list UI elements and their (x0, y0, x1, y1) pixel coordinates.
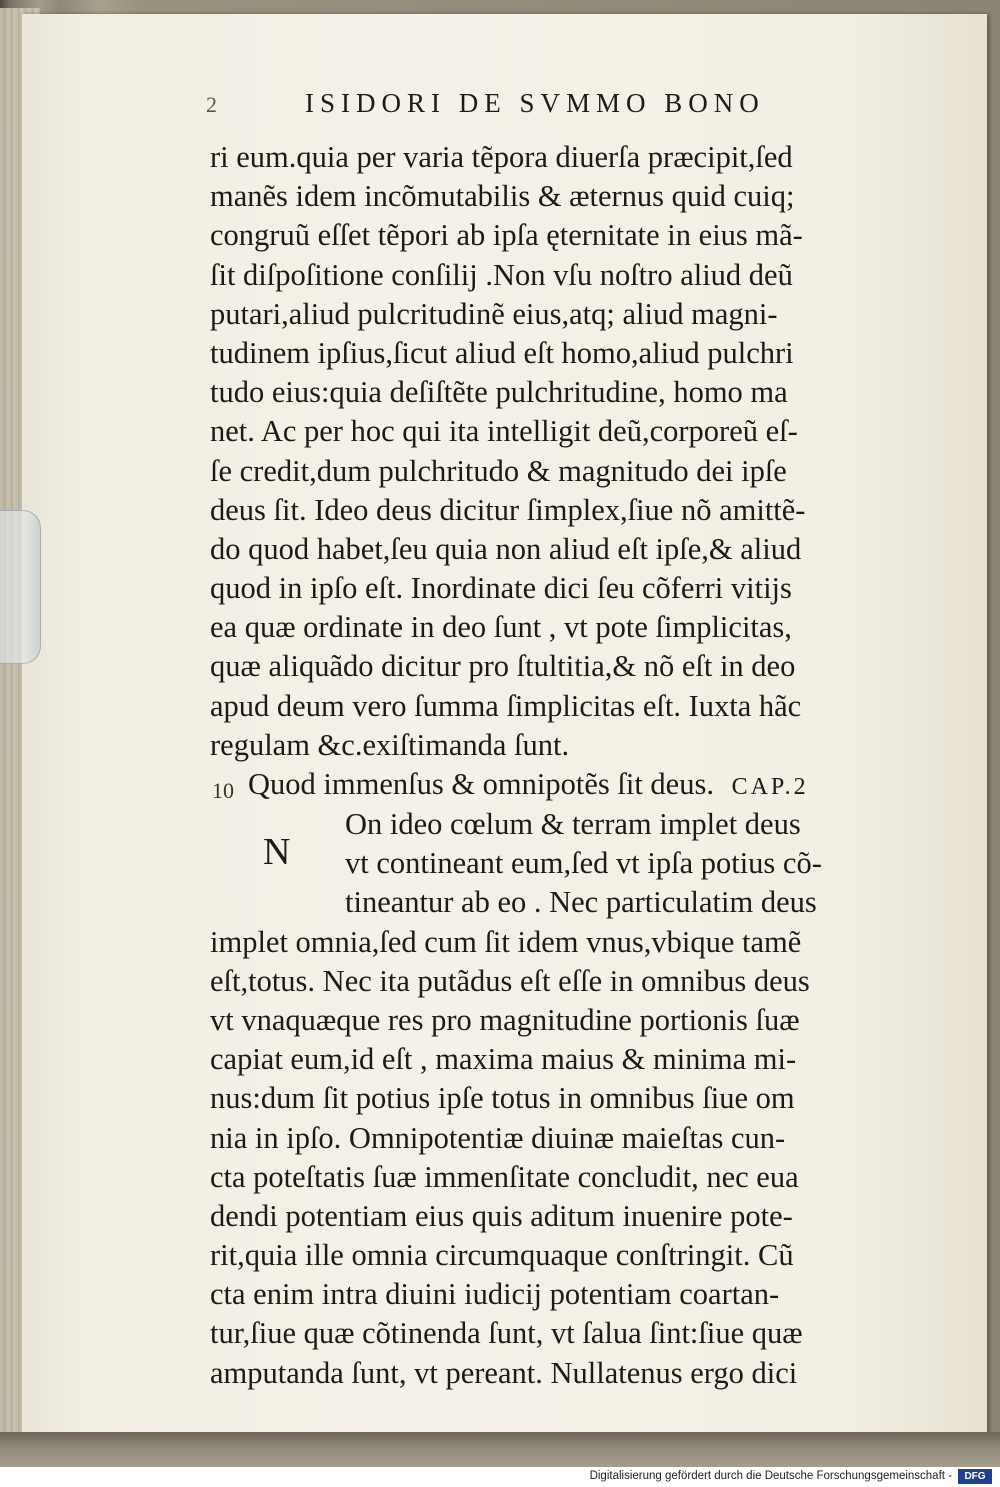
running-title: ISIDORI DE SVMMO BONO (305, 88, 765, 118)
text-line: implet omnia,ſed cum ſit idem vnus,vbique tamẽ (210, 924, 802, 959)
drop-initial: N (263, 831, 291, 873)
text-line: tudinem ipſius,ſicut aliud eſt homo,aliud pulchri (210, 335, 794, 370)
text-line: vt vnaquæque res pro magnitudine portionis ſuæ (210, 1002, 800, 1037)
text-line: do quod habet,ſeu quia non aliud eſt ipſe,& aliud (210, 531, 802, 566)
page-number: 2 (206, 92, 217, 117)
text-line: apud deum vero ſumma ſimplicitas eſt. Iuxta hãc (210, 688, 802, 723)
text-line: ſit diſpoſitione conſilij .Non vſu noſtro aliud deũ (210, 257, 793, 292)
text-line: ri eum.quia per varia tẽpora diuerſa præcipit,ſed (210, 140, 793, 174)
footer-credit: Digitalisierung gefördert durch die Deutsche Forschungsgemeinschaft - (589, 1470, 952, 1482)
text-line: nus:dum ſit potius ipſe totus in omnibus ſiue om (210, 1081, 795, 1116)
text-line: ea quæ ordinate in deo ſunt , vt pote ſimplicitas, (210, 610, 792, 645)
chapter-label: CAP.2 (731, 774, 809, 800)
chapter-title: Quod immenſus & omnipotẽs ſit deus. (248, 767, 714, 801)
text-line: quæ aliquãdo dicitur pro ſtultitia,& nõ eſt in deo (210, 649, 796, 684)
text-line: manẽs idem incõmutabilis & æternus quid cuiq; (210, 179, 795, 214)
page-bottom-shadow (0, 1432, 1000, 1467)
text-line: putari,aliud pulcritudinẽ eius,atq; aliud magni- (210, 296, 778, 331)
text-line: net. Ac per hoc qui ita intelligit deũ,corporeũ eſ- (210, 414, 798, 449)
lines-before (210, 138, 945, 765)
marginal-mark-text: 10 (212, 778, 234, 803)
text-line: capiat eum,id eſt , maxima maius & minima mi- (210, 1042, 797, 1077)
text-line: deus ſit. Ideo deus dicitur ſimplex,ſiue nõ amittẽ- (210, 492, 806, 527)
indented-lines (210, 805, 945, 923)
text-line: dendi potentiam eius quis aditum inuenire pote- (210, 1198, 793, 1233)
chapter-heading (210, 765, 945, 805)
dfg-logo: DFG (958, 1469, 992, 1484)
page-clip (0, 510, 41, 664)
text-line: On ideo cœlum & terram implet deus (345, 807, 801, 841)
text-line: quod in ipſo eſt. Inordinate dici ſeu cõferri vitijs (210, 571, 792, 606)
lines-after (210, 923, 945, 1393)
text-line: tur,ſiue quæ cõtinenda ſunt, vt ſalua ſint:ſiue quæ (210, 1316, 803, 1351)
text-line: nia in ipſo. Omnipotentiæ diuinæ maieſtas cun- (210, 1120, 786, 1155)
text-line: vt contineant eum,ſed vt ipſa potius cõ- (345, 846, 822, 881)
text-line: eſt,totus. Nec ita putãdus eſt eſſe in omnibus deus (210, 963, 810, 998)
text-line: congruũ eſſet tẽpori ab ipſa ęternitate in eius mã- (210, 218, 803, 253)
text-line: rit,quia ille omnia circumquaque conſtringit. Cũ (210, 1238, 794, 1273)
text-block (210, 138, 945, 1393)
text-line: regulam &c.exiſtimanda ſunt. (210, 727, 570, 762)
text-line: cta enim intra diuini iudicij potentiam coartan- (210, 1277, 780, 1312)
text-line: amputanda ſunt, vt pereant. Nullatenus ergo dici (210, 1355, 798, 1390)
text-line: cta poteſtatis ſuæ immenſitate concludit, nec eua (210, 1159, 799, 1194)
text-line: tudo eius:quia deſiſtẽte pulchritudine, homo ma (210, 375, 788, 410)
text-line: tineantur ab eo . Nec particulatim deus (345, 885, 817, 920)
text-line: ſe credit,dum pulchritudo & magnitudo dei ipſe (210, 453, 787, 488)
